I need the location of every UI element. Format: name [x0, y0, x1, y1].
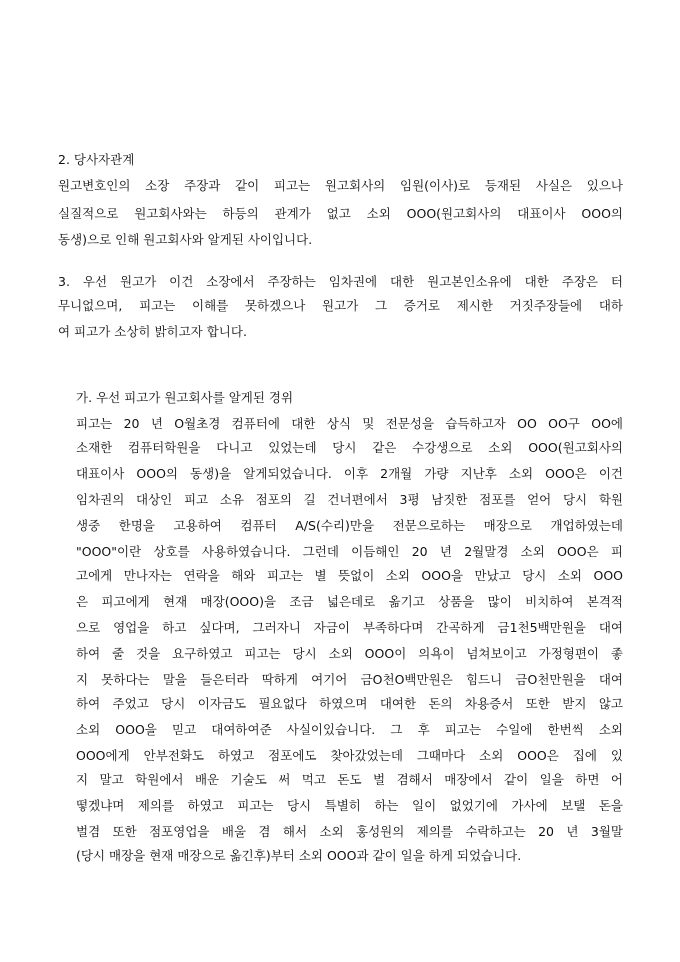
subsection-ga-line: 지 말고 학원에서 배운 기술도 써 먹고 돈도 벌 겸해서 매장에서 같이 일을 하면 어: [76, 772, 623, 787]
subsection-ga-line: 떻겠냐며 제의를 하였고 피고는 당시 특별히 하는 일이 없었기에 가사에 보탤 돈을: [76, 798, 623, 813]
subsection-ga-line: 벌겸 또한 점포영업을 배울 겸 해서 소외 홍성원의 제의를 수락하고는 20 년 3월말: [76, 824, 623, 839]
section-2-line: 원고변호인의 소장 주장과 같이 피고는 원고회사의 임원(이사)로 등재된 사실은 있으나: [58, 178, 623, 193]
subsection-ga-line: 피고는 20 년 O월초경 컴퓨터에 대한 상식 및 전문성을 습득하고자 OO OO구 OO에: [76, 416, 623, 431]
subsection-ga-line: 은 피고에게 현재 매장(OOO)을 조금 넓은데로 옮기고 상품을 많이 비치하여 본격적: [76, 594, 623, 609]
subsection-ga-line: 생중 한명을 고용하여 컴퓨터 A/S(수리)만을 전문으로하는 매장으로 개업하였는데: [76, 518, 623, 533]
subsection-ga-line: 임차권의 대상인 피고 소유 점포의 길 건너편에서 3평 남짓한 점포를 얻어 당시 학원: [76, 492, 623, 507]
subsection-ga-heading: 가. 우선 피고가 원고회사를 알게된 경위: [76, 390, 294, 405]
subsection-ga-line: 하여 주었고 당시 이자금도 필요없다 하였으며 대여한 돈의 차용증서 또한 받지 않고: [76, 696, 623, 711]
section-2-line: 동생)으로 인해 원고회사와 알게된 사이입니다.: [58, 232, 313, 247]
section-2-line: 실질적으로 원고회사와는 하등의 관계가 없고 소외 OOO(원고회사의 대표이사 OOO의: [58, 206, 623, 221]
subsection-ga-line: OOO에게 안부전화도 하였고 점포에도 찾아갔었는데 그때마다 소외 OOO은 집에 있: [76, 748, 623, 763]
subsection-ga-line: 지 못하다는 말을 들은터라 딱하게 여기어 금O천O백만원은 힘드니 금O천만원을 대여: [76, 672, 623, 687]
subsection-ga-line: 대표이사 OOO의 동생)을 알게되었습니다. 이후 2개월 가량 지난후 소외 OOO은 이건: [76, 466, 623, 481]
subsection-ga-line: "OOO"이란 상호를 사용하였습니다. 그런데 이듬해인 20 년 2월말경 소외 OOO은 피: [76, 544, 623, 559]
subsection-ga-line: 하여 줄 것을 요구하였고 피고는 당시 소외 OOO이 의욕이 넘쳐보이고 가정형편이 좋: [76, 646, 623, 661]
subsection-ga-line: (당시 매장을 현재 매장으로 옮긴후)부터 소외 OOO과 같이 일을 하게 되었습니다.: [76, 848, 522, 863]
subsection-ga-line: 소외 OOO을 믿고 대여하여준 사실이있습니다. 그 후 피고는 수일에 한번씩 소외: [76, 722, 623, 737]
section-3-line: 여 피고가 소상히 밝히고자 합니다.: [58, 324, 247, 339]
subsection-ga-line: 으로 영업을 하고 싶다며, 그러자니 자금이 부족하다며 간곡하게 금1천5백만원을 대여: [76, 620, 623, 635]
section-3-line: 3. 우선 원고가 이건 소장에서 주장하는 임차권에 대한 원고본인소유에 대한 주장은 터: [58, 274, 623, 289]
subsection-ga-line: 소재한 컴퓨터학원을 다니고 있었는데 당시 같은 수강생으로 소외 OOO(원고회사의: [76, 440, 623, 455]
section-3-line: 무니없으며, 피고는 이해를 못하겠으나 원고가 그 증거로 제시한 거짓주장들에 대하: [58, 298, 623, 313]
subsection-ga-line: 고에게 만나자는 연락을 해와 피고는 별 뜻없이 소외 OOO을 만났고 당시 소외 OOO: [76, 568, 623, 583]
section-2-heading: 2. 당사자관계: [58, 152, 135, 167]
